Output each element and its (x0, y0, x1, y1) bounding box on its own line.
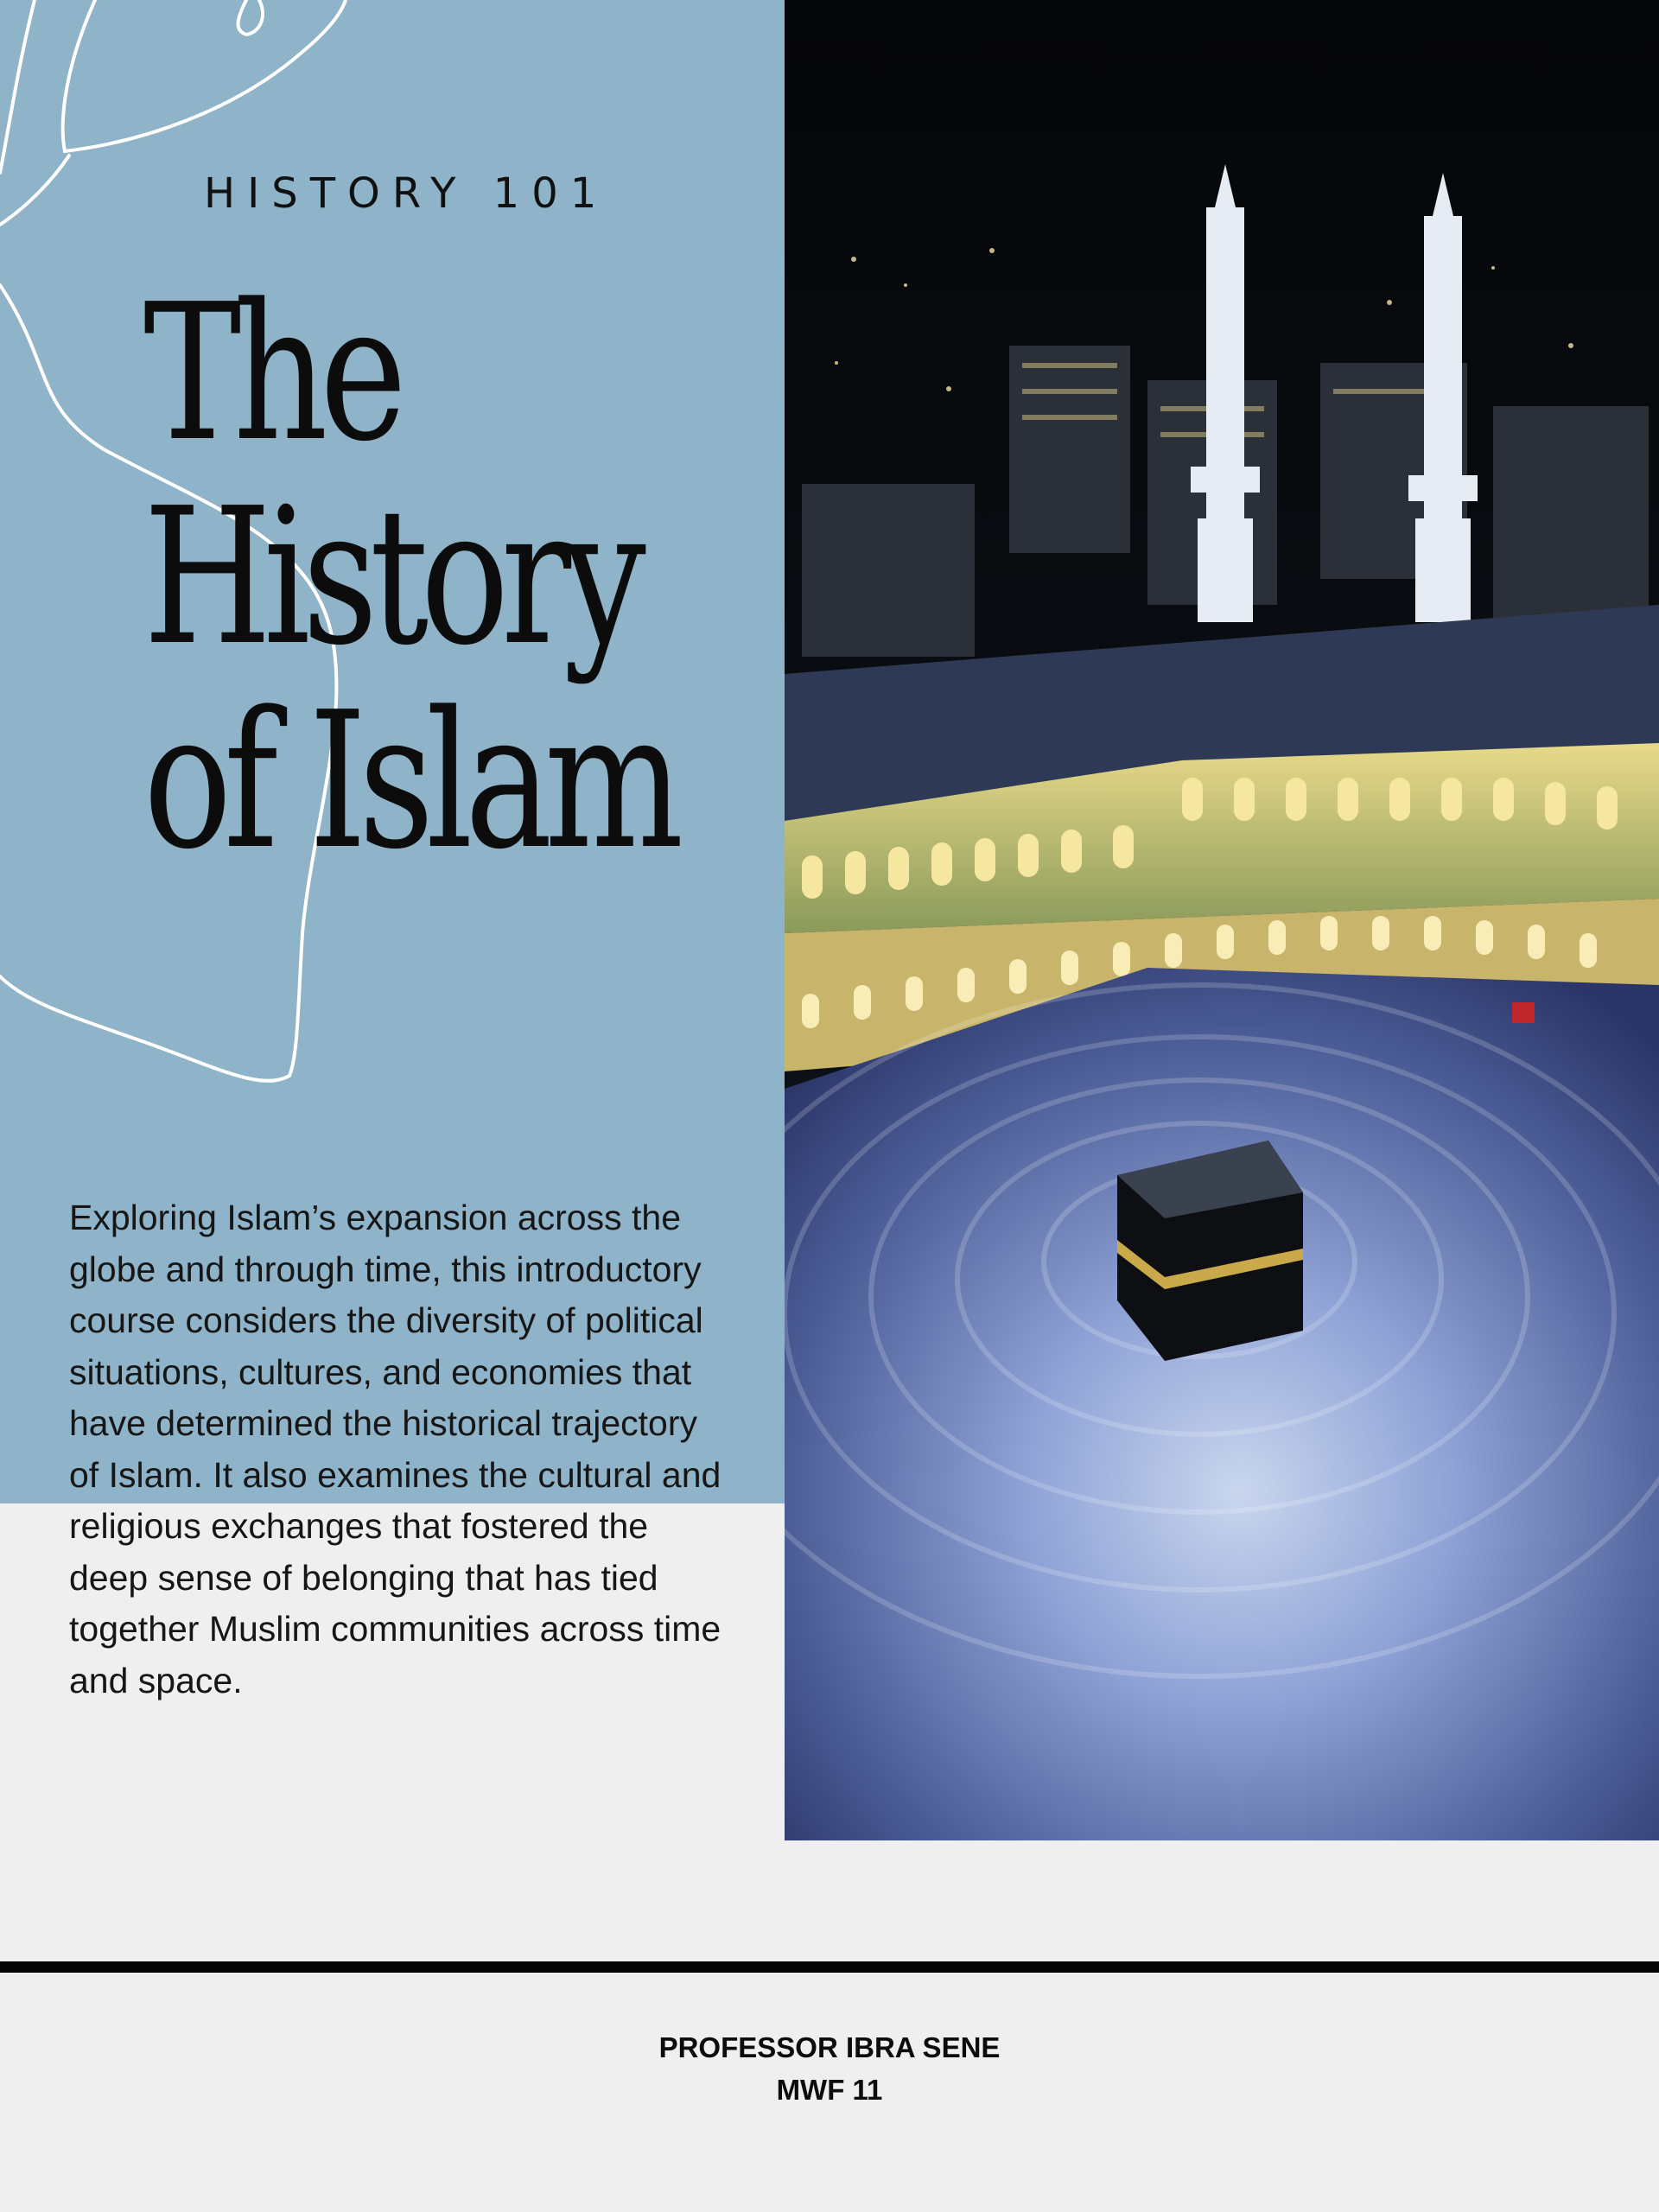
title-line-2: History (143, 468, 639, 687)
course-description: Exploring Islam’s expansion across the globe and through time, this introductory course considers the diversity of political situations, cultures, and economies that have determined the historical trajectory of Islam. It also examines the cultural and religious exchanges that fostered the deep sense of belonging that has tied together Muslim communities across time and space. (69, 1198, 721, 1700)
professor-name: PROFESSOR IBRA SENE (658, 2031, 1001, 2063)
course-title (143, 264, 676, 891)
footer-divider (0, 1961, 1659, 1973)
course-code: HISTORY 101 (204, 169, 609, 218)
kaaba-image (785, 0, 1659, 1840)
footer (0, 2026, 1659, 2111)
title-line-1: The (143, 264, 399, 483)
class-schedule: MWF 11 (776, 2074, 883, 2106)
title-line-3: of Islam (143, 672, 676, 891)
masjid-photo (785, 0, 1659, 1840)
